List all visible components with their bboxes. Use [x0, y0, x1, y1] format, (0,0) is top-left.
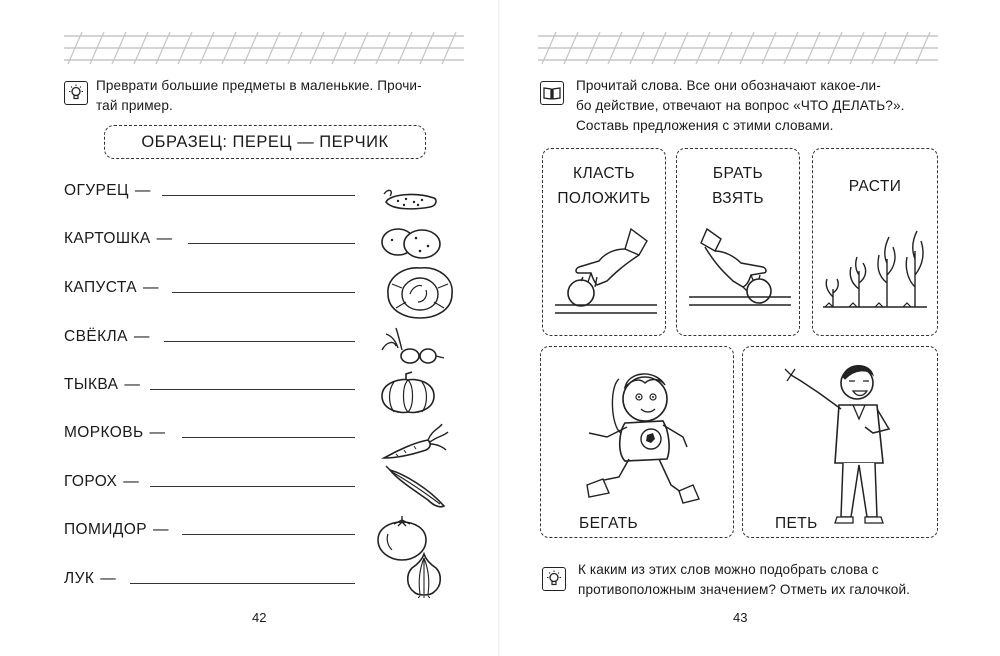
answer-line[interactable] [150, 486, 355, 487]
hand-taking-apple-icon [685, 227, 793, 319]
cucumber-icon [376, 176, 446, 222]
lightbulb-icon [542, 567, 566, 591]
word-card-grow [812, 148, 938, 336]
word-row [64, 322, 149, 346]
word-row [64, 176, 150, 200]
dash: — [124, 376, 140, 393]
sample-box: ОБРАЗЕЦ: ПЕРЕЦ — ПЕРЧИК [104, 125, 426, 159]
lightbulb-icon [64, 81, 88, 105]
dash: — [123, 473, 139, 490]
book-icon [540, 81, 564, 105]
answer-line[interactable] [182, 534, 355, 535]
card-word: БРАТЬ [712, 165, 764, 182]
dash: — [142, 279, 159, 296]
word-card-place [542, 148, 666, 336]
dash: — [133, 328, 150, 345]
answer-line[interactable] [162, 195, 355, 196]
beet-icon [376, 324, 446, 370]
dash: — [134, 182, 151, 199]
dash: — [152, 521, 169, 538]
right-page [500, 0, 1000, 656]
carrot-icon [380, 420, 450, 466]
task-instruction: Прочитай слова. Все они обозначают какое-ли- бо действие, отвечают на вопрос «ЧТО ДЕЛАТЬ?». Составь предложения с этими словами. [576, 78, 905, 133]
dash: — [100, 570, 116, 587]
vegetable-word: ОГУРЕЦ [64, 182, 129, 199]
task-question: К каким из этих слов можно подобрать слова с противоположным значением? Отметь их галочкой. [578, 562, 911, 597]
vegetable-word: КАРТОШКА [64, 230, 151, 247]
answer-line[interactable] [150, 389, 355, 390]
pumpkin-icon [372, 370, 442, 416]
answer-line[interactable] [164, 341, 355, 342]
page-number: 43 [733, 610, 748, 625]
vegetable-word: ЛУК [64, 570, 95, 587]
running-boy-icon [559, 357, 719, 513]
answer-line[interactable] [130, 583, 355, 584]
card-word: КЛАСТЬ [573, 165, 635, 182]
vegetable-word: ТЫКВА [64, 376, 119, 393]
word-row [64, 273, 158, 297]
card-word: ВЗЯТЬ [712, 190, 764, 207]
word-row [64, 564, 116, 588]
vegetable-word: ГОРОХ [64, 473, 118, 490]
onion-icon [402, 550, 446, 598]
word-row [64, 224, 172, 248]
hand-placing-apple-icon [551, 227, 659, 319]
answer-line[interactable] [172, 292, 355, 293]
vegetable-word: СВЁКЛА [64, 328, 128, 345]
answer-line[interactable] [188, 243, 355, 244]
card-word: ПОЛОЖИТЬ [557, 190, 651, 207]
vegetable-word: ПОМИДОР [64, 521, 147, 538]
potato-icon [376, 220, 446, 266]
picture-card-sing [742, 346, 938, 538]
cabbage-icon [382, 264, 458, 320]
growing-sprouts-icon [819, 227, 931, 319]
word-card-take [676, 148, 800, 336]
dash: — [149, 424, 166, 441]
answer-line[interactable] [182, 437, 355, 438]
header-stripes [64, 30, 464, 66]
peapod-icon [384, 464, 454, 510]
card-caption: ПЕТЬ [775, 515, 818, 532]
word-row [64, 418, 165, 442]
word-row [64, 515, 168, 539]
page-number: 42 [252, 610, 267, 625]
picture-card-run [540, 346, 734, 538]
word-row [64, 370, 140, 394]
task-instruction: Преврати большие предметы в маленькие. Прочи- тай пример. [96, 78, 422, 113]
card-word: РАСТИ [848, 178, 902, 195]
word-row [64, 467, 139, 491]
card-caption: БЕГАТЬ [579, 515, 639, 532]
header-stripes [538, 30, 938, 66]
vegetable-word: КАПУСТА [64, 279, 137, 296]
dash: — [156, 230, 173, 247]
vegetable-word: МОРКОВЬ [64, 424, 144, 441]
singing-man-icon [783, 353, 923, 531]
